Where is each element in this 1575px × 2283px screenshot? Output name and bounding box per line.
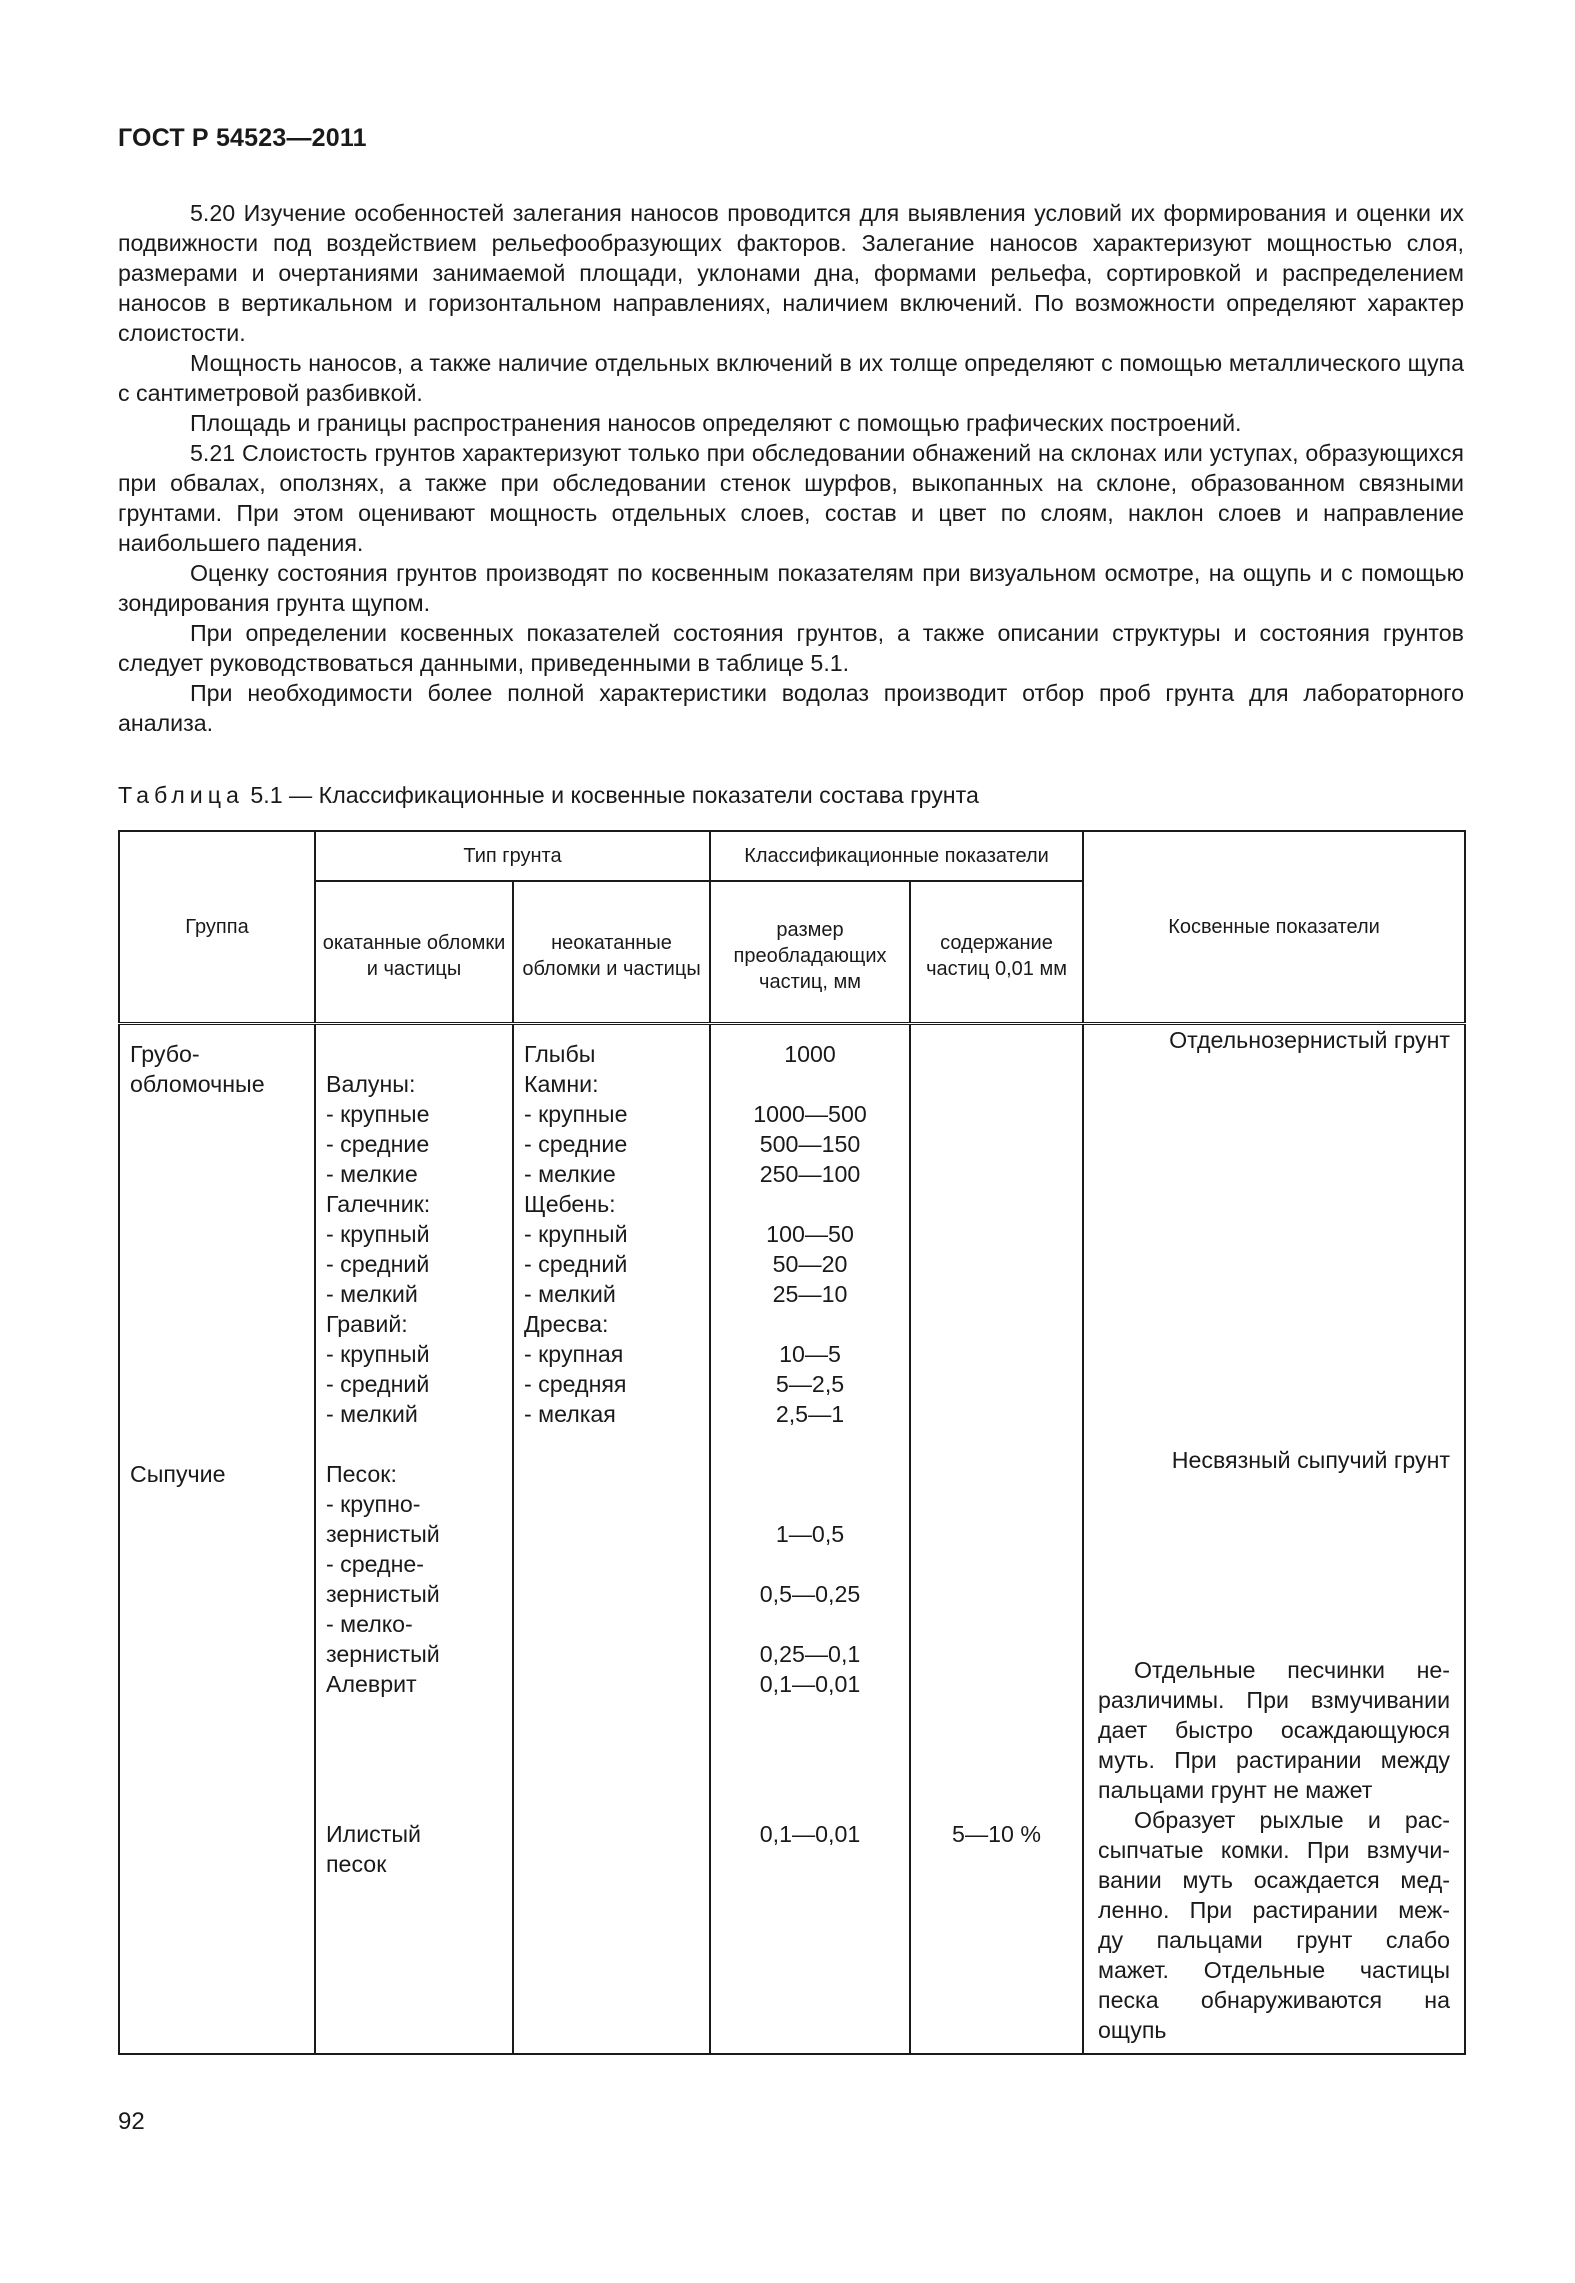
table-cell-line [911,1279,1082,1309]
table-cell-line [711,1609,909,1639]
table-cell-line: 1—0,5 [775,1521,845,1547]
table-cell-line [326,1789,512,1819]
table-cell-line [130,1429,314,1459]
header-size: размер преобладающих частиц, мм [710,881,910,1024]
table-cell-line [911,1609,1082,1639]
table-cell-line: Гравий: [326,1311,408,1337]
table-cell-line [326,1759,512,1789]
table-cell-line [711,1189,909,1219]
page-number: 92 [118,2108,145,2135]
table-cell-line [911,1489,1082,1519]
indirect-line: пальцами грунт не мажет [1098,1777,1373,1803]
table-cell-line [326,1039,512,1069]
table-cell-line [911,1789,1082,1819]
table-cell-line: - крупный [524,1221,628,1247]
table-cell-line: Песок: [326,1461,397,1487]
col-content [910,1024,1083,2055]
table-cell-line: - мелко- [326,1611,413,1637]
table-cell-line [911,1249,1082,1279]
indirect-text: Отдельнозернистый грунт [1169,1027,1451,1053]
table-cell-line: - средний [326,1251,430,1277]
indirect-line: Образует рыхлые и рас- [1134,1807,1451,1833]
table-cell-line: - средняя [524,1371,627,1397]
col-size [710,1024,910,2055]
table-cell-line [911,1429,1082,1459]
table-cell-line [130,1279,314,1309]
table-cell-line [130,1159,314,1189]
indirect-text-block [1098,1805,1450,2045]
table-cell-line: 10—5 [779,1341,841,1367]
table-cell-line: зернистый [326,1521,440,1547]
paragraph: Оценку состояния грунтов производят по косвенным показателям при визуальном осмотре, на ощупь и с помощью зондирования грунта щупом. [118,560,1464,616]
table-cell-line [911,1159,1082,1189]
table-cell-line: Галечник: [326,1191,431,1217]
table-cell-line: Грубо- [130,1041,200,1067]
table-cell-line [911,1219,1082,1249]
table-cell-line [711,1729,909,1759]
table-cell-line: 0,5—0,25 [759,1581,861,1607]
table-cell-line: - средний [326,1371,430,1397]
table-cell-line: - крупно- [326,1491,421,1517]
table-cell-line: - средние [326,1131,430,1157]
table-cell-line [130,1189,314,1219]
table-cell-line: 2,5—1 [775,1401,845,1427]
table-cell-line [911,1309,1082,1339]
table-cell-line [711,1459,909,1489]
table-cell-line: - крупная [524,1341,624,1367]
header-rounded: окатанные обломки и частицы [315,881,513,1024]
indirect-line: различимы. При взмучивании [1098,1687,1451,1713]
indirect-line: ду пальцами грунт слабо [1098,1927,1451,1953]
header-indirect: Косвенные показатели [1083,831,1465,1024]
table-cell-line: 50—20 [772,1251,848,1277]
indirect-line: песка обнаруживаются на [1098,1987,1451,2013]
table-cell-line [130,1249,314,1279]
table-cell-line: - мелкие [524,1161,616,1187]
col-indirect [1083,1024,1465,2055]
table-cell-line: Валуны: [326,1071,416,1097]
table-cell-line: 1000 [784,1041,836,1067]
table-cell-line: - мелкая [524,1401,616,1427]
col-unrounded [513,1024,710,2055]
table-cell-line: Дресва: [524,1311,609,1337]
table-cell-line: 5—2,5 [775,1371,845,1397]
paragraph: 5.20 Изучение особенностей залегания наносов проводится для выявления условий их формирования и оценки их подвижности под воздействием рельефообразующих факторов. Залегание наносов характеризуют мощностью слоя, размерами и очертаниями занимаемой площади, уклонами дна, формами рельефа, сортировкой и распределением наносов в вертикальном и горизонтальном направлениях, наличием включений. По возможности определяют характер слоистости. [118,200,1464,346]
table-cell-line [711,1699,909,1729]
body-text [118,198,1464,738]
table-cell-line: 250—100 [759,1161,861,1187]
indirect-line: вании муть осаждается мед- [1098,1867,1451,1893]
table-caption-word: Таблица [118,782,244,808]
table-cell-line [911,1099,1082,1129]
table-cell-line [711,1489,909,1519]
table-cell-line [711,1759,909,1789]
table-cell-line [911,1459,1082,1489]
indirect-line: муть. При растирании между [1098,1747,1451,1773]
table-cell-line [326,1429,512,1459]
table-cell-line [911,1039,1082,1069]
table-caption-text: 5.1 — Классификационные и косвенные показатели состава грунта [250,782,979,808]
paragraph: 5.21 Слоистость грунтов характеризуют только при обследовании обнажений на склонах или уступах, образующихся при обвалах, оползнях, а также при обследовании стенок шурфов, выкопанных на склоне, образованном связными грунтами. При этом оценивают мощность отдельных слоев, состав и цвет по слоям, наклон слоев и направление наибольшего падения. [118,440,1464,556]
table-cell-line [911,1579,1082,1609]
header-class-indicators: Классификационные показатели [710,831,1083,881]
table-cell-line [911,1399,1082,1429]
table-cell-line [911,1519,1082,1549]
table-cell-line [911,1669,1082,1699]
indirect-line: дает быстро осаждающуюся [1098,1717,1451,1743]
table-cell-line [911,1729,1082,1759]
table-cell-line [130,1369,314,1399]
table-cell-line: Илистый [326,1821,421,1847]
soil-table [118,830,1466,2055]
table-cell-line [911,1699,1082,1729]
table-cell-line: - средне- [326,1551,424,1577]
table-cell-line [711,1429,909,1459]
paragraph: При необходимости более полной характеристики водолаз производит отбор проб грунта для лабораторного анализа. [118,680,1464,736]
table-cell-line [130,1129,314,1159]
table-cell-line [326,1699,512,1729]
table-cell-line: - мелкий [326,1401,418,1427]
header-soil-type: Тип грунта [315,831,710,881]
indirect-text-block [1098,1655,1450,1805]
table-cell-line: - мелкий [326,1281,418,1307]
table-cell-line [326,1729,512,1759]
paragraph: При определении косвенных показателей состояния грунтов, а также описании структуры и состояния грунтов следует руководствоваться данными, приведенными в таблице 5.1. [118,620,1464,676]
table-cell-line: - средний [524,1251,628,1277]
header-unrounded: неокатанные обломки и частицы [513,881,710,1024]
table-cell-line: - крупные [524,1101,628,1127]
indirect-line: ощупь [1098,2017,1167,2043]
table-cell-line: 0,1—0,01 [759,1671,861,1697]
table-cell-line [911,1369,1082,1399]
table-cell-line: 5—10 % [952,1821,1041,1847]
table-cell-line: Алеврит [326,1671,417,1697]
indirect-line: ленно. При растирании меж- [1098,1897,1451,1923]
col-rounded [315,1024,513,2055]
table-cell-line: 100—50 [766,1221,854,1247]
table-cell-line [711,1309,909,1339]
table-cell-line: зернистый [326,1581,440,1607]
table-cell-line: Сыпучие [130,1461,226,1487]
table-cell-line: Глыбы [524,1041,596,1067]
table-cell-line [130,1339,314,1369]
table-cell-line [711,1549,909,1579]
table-cell-line: - мелкие [326,1161,418,1187]
table-cell-line [130,1309,314,1339]
indirect-line: мажет. Отдельные частицы [1098,1957,1451,1983]
table-caption [118,782,979,809]
col-group [119,1024,315,2055]
document-header: ГОСТ Р 54523—2011 [118,124,367,152]
table-cell-line: - крупный [326,1221,430,1247]
indirect-line: Отдельные песчинки не- [1134,1657,1451,1683]
table-cell-line: песок [326,1851,387,1877]
paragraph: Площадь и границы распространения наносов определяют с помощью графических построений. [190,410,1242,436]
table-cell-line [130,1399,314,1429]
table-cell-line: - крупные [326,1101,430,1127]
table-cell-line [911,1639,1082,1669]
table-cell-line [911,1759,1082,1789]
table-cell-line: 25—10 [772,1281,848,1307]
table-cell-line [911,1129,1082,1159]
table-cell-line: обломочные [130,1071,265,1097]
table-cell-line: 1000—500 [753,1101,867,1127]
table-cell-line: - средние [524,1131,628,1157]
table-cell-line: Камни: [524,1071,599,1097]
table-cell-line: 0,1—0,01 [759,1821,861,1847]
table-cell-line [130,1219,314,1249]
table-cell-line [911,1549,1082,1579]
table-cell-line: - крупный [326,1341,430,1367]
table-cell-line [911,1069,1082,1099]
table-cell-line [130,1099,314,1129]
indirect-line: сыпчатые комки. При взмучи- [1098,1837,1451,1863]
indirect-text: Несвязный сыпучий грунт [1171,1447,1451,1473]
table-cell-line: - мелкий [524,1281,616,1307]
table-cell-line [711,1069,909,1099]
header-content: содержание частиц 0,01 мм [910,881,1083,1024]
table-cell-line: Щебень: [524,1191,616,1217]
table-cell-line [911,1339,1082,1369]
paragraph: Мощность наносов, а также наличие отдельных включений в их толще определяют с помощью металлического щупа с сантиметровой разбивкой. [118,350,1464,406]
header-group: Группа [119,831,315,1024]
table-cell-line: зернистый [326,1641,440,1667]
table-cell-line [711,1789,909,1819]
table-cell-line: 0,25—0,1 [759,1641,861,1667]
table-cell-line [911,1189,1082,1219]
table-cell-line: 500—150 [759,1131,861,1157]
